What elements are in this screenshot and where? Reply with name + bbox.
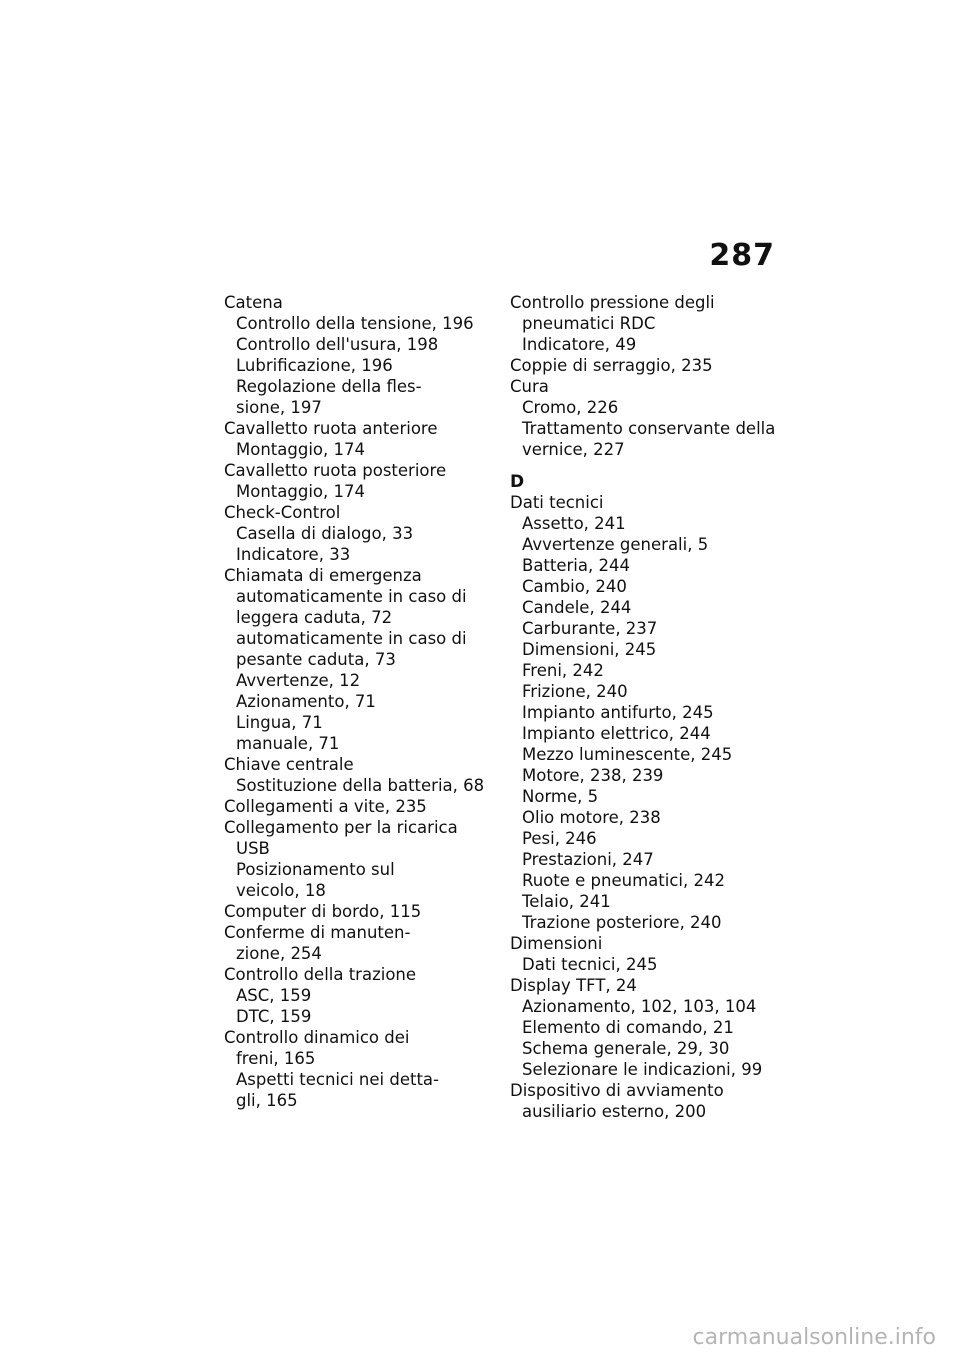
- index-subentry: Sostituzione della batteria, 68: [236, 776, 485, 795]
- watermark: carmanualsonline.info: [692, 1325, 936, 1350]
- index-subentry: vernice, 227: [522, 440, 625, 459]
- index-subentry: pneumatici RDC: [522, 314, 656, 333]
- index-entry: Chiave centrale: [224, 755, 354, 774]
- index-column-right: [510, 292, 780, 1122]
- index-subentry: Norme, 5: [522, 787, 599, 806]
- index-subentry: Cambio, 240: [522, 577, 627, 596]
- index-subentry: Posizionamento sul: [236, 860, 395, 879]
- index-subentry: Controllo della tensione, 196: [236, 314, 474, 333]
- index-entry: Controllo della trazione: [224, 965, 417, 984]
- index-subentry: Casella di dialogo, 33: [236, 524, 414, 543]
- page-number: 287: [709, 238, 775, 273]
- index-subentry: Prestazioni, 247: [522, 850, 654, 869]
- index-subentry: Motore, 238, 239: [522, 766, 664, 785]
- index-subentry: Trazione posteriore, 240: [522, 913, 722, 932]
- index-entry: Chiamata di emergenza: [224, 566, 422, 585]
- index-subentry: Trattamento conservante della: [522, 419, 776, 438]
- index-subentry: Lubrificazione, 196: [236, 356, 393, 375]
- index-entry: Collegamenti a vite, 235: [224, 797, 427, 816]
- index-subentry: Impianto antifurto, 245: [522, 703, 714, 722]
- index-entry: Cavalletto ruota posteriore: [224, 461, 447, 480]
- index-column-left: [224, 292, 494, 1111]
- index-subentry: ASC, 159: [236, 986, 312, 1005]
- index-entry: Dati tecnici: [510, 493, 604, 512]
- index-subentry: automaticamente in caso di: [236, 629, 467, 648]
- index-subentry: pesante caduta, 73: [236, 650, 396, 669]
- index-subentry: Telaio, 241: [522, 892, 611, 911]
- index-subentry: Controllo dell'usura, 198: [236, 335, 439, 354]
- index-subentry: Olio motore, 238: [522, 808, 661, 827]
- index-entry: Display TFT, 24: [510, 976, 637, 995]
- index-subentry: Batteria, 244: [522, 556, 630, 575]
- index-subentry: Indicatore, 33: [236, 545, 351, 564]
- index-subentry: zione, 254: [236, 944, 322, 963]
- index-subentry: ausiliario esterno, 200: [522, 1102, 707, 1121]
- index-subentry: Montaggio, 174: [236, 482, 365, 501]
- index-subentry: automaticamente in caso di: [236, 587, 467, 606]
- index-subentry: Frizione, 240: [522, 682, 628, 701]
- index-subentry: Lingua, 71: [236, 713, 323, 732]
- index-entry: Catena: [224, 293, 283, 312]
- index-entry: Coppie di serraggio, 235: [510, 356, 713, 375]
- index-entry: Check-Control: [224, 503, 341, 522]
- index-subentry: Avvertenze, 12: [236, 671, 361, 690]
- index-entry: Computer di bordo, 115: [224, 902, 422, 921]
- index-subentry: Aspetti tecnici nei detta-: [236, 1070, 439, 1089]
- index-subentry: Candele, 244: [522, 598, 632, 617]
- index-subentry: Selezionare le indicazioni, 99: [522, 1060, 763, 1079]
- index-subentry: Impianto elettrico, 244: [522, 724, 711, 743]
- index-subentry: manuale, 71: [236, 734, 340, 753]
- index-entry: Dimensioni: [510, 934, 603, 953]
- index-subentry: Freni, 242: [522, 661, 604, 680]
- index-entry: Dispositivo di avviamento: [510, 1081, 724, 1100]
- index-entry: Conferme di manuten-: [224, 923, 411, 942]
- index-subentry: Cromo, 226: [522, 398, 619, 417]
- index-subentry: sione, 197: [236, 398, 322, 417]
- index-entry: Controllo pressione degli: [510, 293, 715, 312]
- index-subentry: Mezzo luminescente, 245: [522, 745, 733, 764]
- index-subentry: Pesi, 246: [522, 829, 597, 848]
- index-subentry: veicolo, 18: [236, 881, 326, 900]
- index-subentry: Avvertenze generali, 5: [522, 535, 709, 554]
- index-entry: Collegamento per la ricarica: [224, 818, 458, 837]
- index-subentry: DTC, 159: [236, 1007, 312, 1026]
- index-subentry: Indicatore, 49: [522, 335, 637, 354]
- index-subentry: Azionamento, 71: [236, 692, 376, 711]
- index-subentry: Dati tecnici, 245: [522, 955, 658, 974]
- index-entry: Cura: [510, 377, 549, 396]
- index-subentry: Dimensioni, 245: [522, 640, 657, 659]
- index-subentry: leggera caduta, 72: [236, 608, 393, 627]
- index-subentry: Schema generale, 29, 30: [522, 1039, 730, 1058]
- index-subentry: freni, 165: [236, 1049, 316, 1068]
- index-subentry: Carburante, 237: [522, 619, 658, 638]
- index-letter-heading: D: [510, 472, 525, 492]
- index-subentry: Azionamento, 102, 103, 104: [522, 997, 757, 1016]
- index-entry: Controllo dinamico dei: [224, 1028, 410, 1047]
- index-subentry: Ruote e pneumatici, 242: [522, 871, 725, 890]
- index-subentry: Elemento di comando, 21: [522, 1018, 734, 1037]
- index-subentry: Assetto, 241: [522, 514, 626, 533]
- index-subentry: gli, 165: [236, 1091, 298, 1110]
- index-subentry: USB: [236, 839, 270, 858]
- index-subentry: Montaggio, 174: [236, 440, 365, 459]
- index-subentry: Regolazione della fles-: [236, 377, 422, 396]
- index-entry: Cavalletto ruota anteriore: [224, 419, 438, 438]
